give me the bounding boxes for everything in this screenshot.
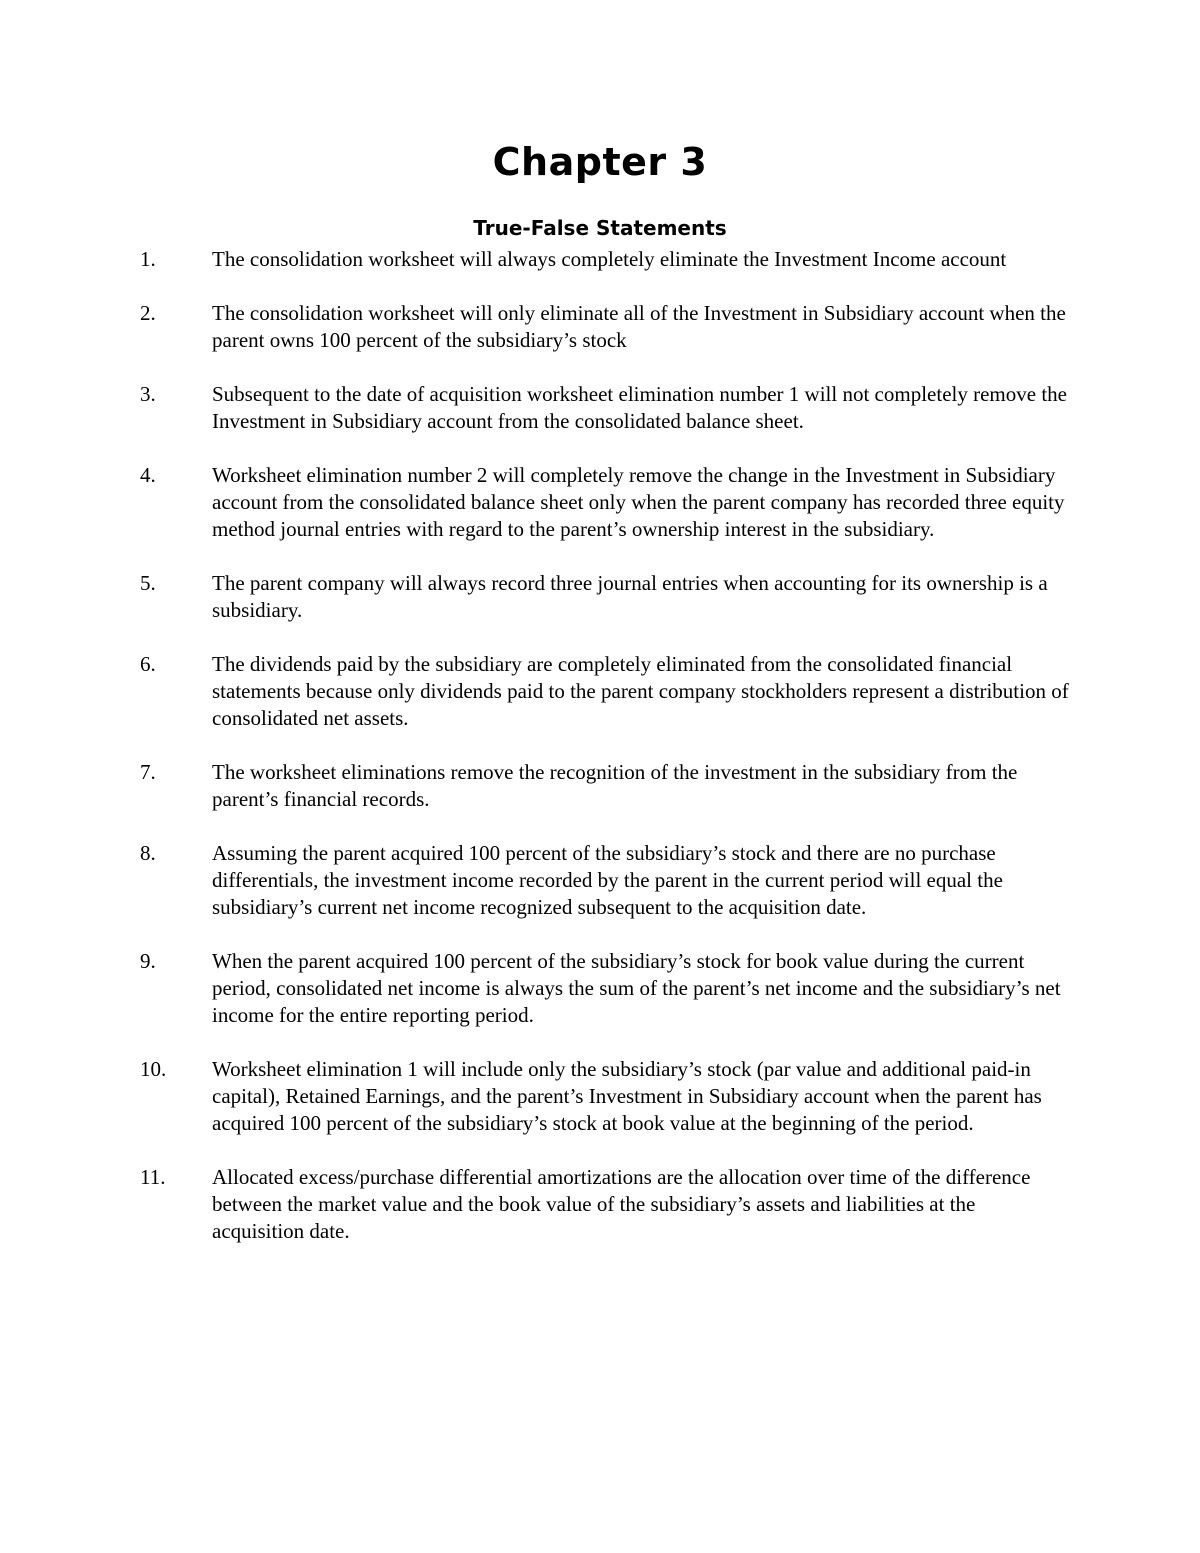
question-number: 4.	[140, 463, 156, 487]
question-text: The consolidation worksheet will always completely eliminate the Investment Income account	[212, 247, 1007, 271]
question-number: 3.	[140, 382, 156, 406]
question-text: Subsequent to the date of acquisition worksheet elimination number 1 will not completely remove the Investment in Subsidiary account from the consolidated balance sheet.	[212, 382, 1067, 433]
question-text: The consolidation worksheet will only eliminate all of the Investment in Subsidiary account when the parent owns 100 percent of the subsidiary’s stock	[212, 301, 1066, 352]
question-number: 10.	[140, 1057, 167, 1081]
question-item	[140, 246, 1070, 273]
question-item	[140, 759, 1070, 813]
question-text: When the parent acquired 100 percent of the subsidiary’s stock for book value during the current period, consolidated net income is always the sum of the parent’s net income and the subsidiary’s net income for the entire reporting period.	[212, 949, 1061, 1027]
question-number: 11.	[140, 1165, 166, 1189]
question-item	[140, 651, 1070, 732]
question-number: 8.	[140, 841, 156, 865]
question-number: 7.	[140, 760, 156, 784]
chapter-title: Chapter 3	[492, 140, 708, 184]
question-item	[140, 570, 1070, 624]
question-item	[140, 462, 1070, 543]
true-false-question-list	[140, 246, 1070, 1272]
question-item	[140, 948, 1070, 1029]
question-text: Assuming the parent acquired 100 percent of the subsidiary’s stock and there are no purchase differentials, the investment income recorded by the parent in the current period will equal the subsidiary’s current net income recognized subsequent to the acquisition date.	[212, 841, 1003, 919]
question-text: The worksheet eliminations remove the recognition of the investment in the subsidiary from the parent’s financial records.	[212, 760, 1018, 811]
question-text: Allocated excess/purchase differential amortizations are the allocation over time of the difference between the market value and the book value of the subsidiary’s assets and liabilities at the acquisition date.	[212, 1165, 1031, 1243]
question-number: 2.	[140, 301, 156, 325]
question-text: The dividends paid by the subsidiary are completely eliminated from the consolidated financial statements because only dividends paid to the parent company stockholders represent a distribution of consolidated net assets.	[212, 652, 1069, 730]
question-text: Worksheet elimination 1 will include only the subsidiary’s stock (par value and additional paid-in capital), Retained Earnings, and the parent’s Investment in Subsidiary account when the parent has acquired 100 percent of the subsidiary’s stock at book value at the beginning of the period.	[212, 1057, 1042, 1135]
question-text: The parent company will always record three journal entries when accounting for its ownership is a subsidiary.	[212, 571, 1048, 622]
question-item	[140, 1056, 1070, 1137]
question-item	[140, 381, 1070, 435]
question-number: 6.	[140, 652, 156, 676]
question-text: Worksheet elimination number 2 will completely remove the change in the Investment in Subsidiary account from the consolidated balance sheet only when the parent company has recorded three equity method journal entries with regard to the parent’s ownership interest in the subsidiary.	[212, 463, 1065, 541]
question-item	[140, 1164, 1070, 1245]
question-item	[140, 840, 1070, 921]
question-item	[140, 300, 1070, 354]
question-number: 1.	[140, 247, 156, 271]
section-title: True-False Statements	[473, 216, 727, 240]
question-number: 5.	[140, 571, 156, 595]
question-number: 9.	[140, 949, 156, 973]
